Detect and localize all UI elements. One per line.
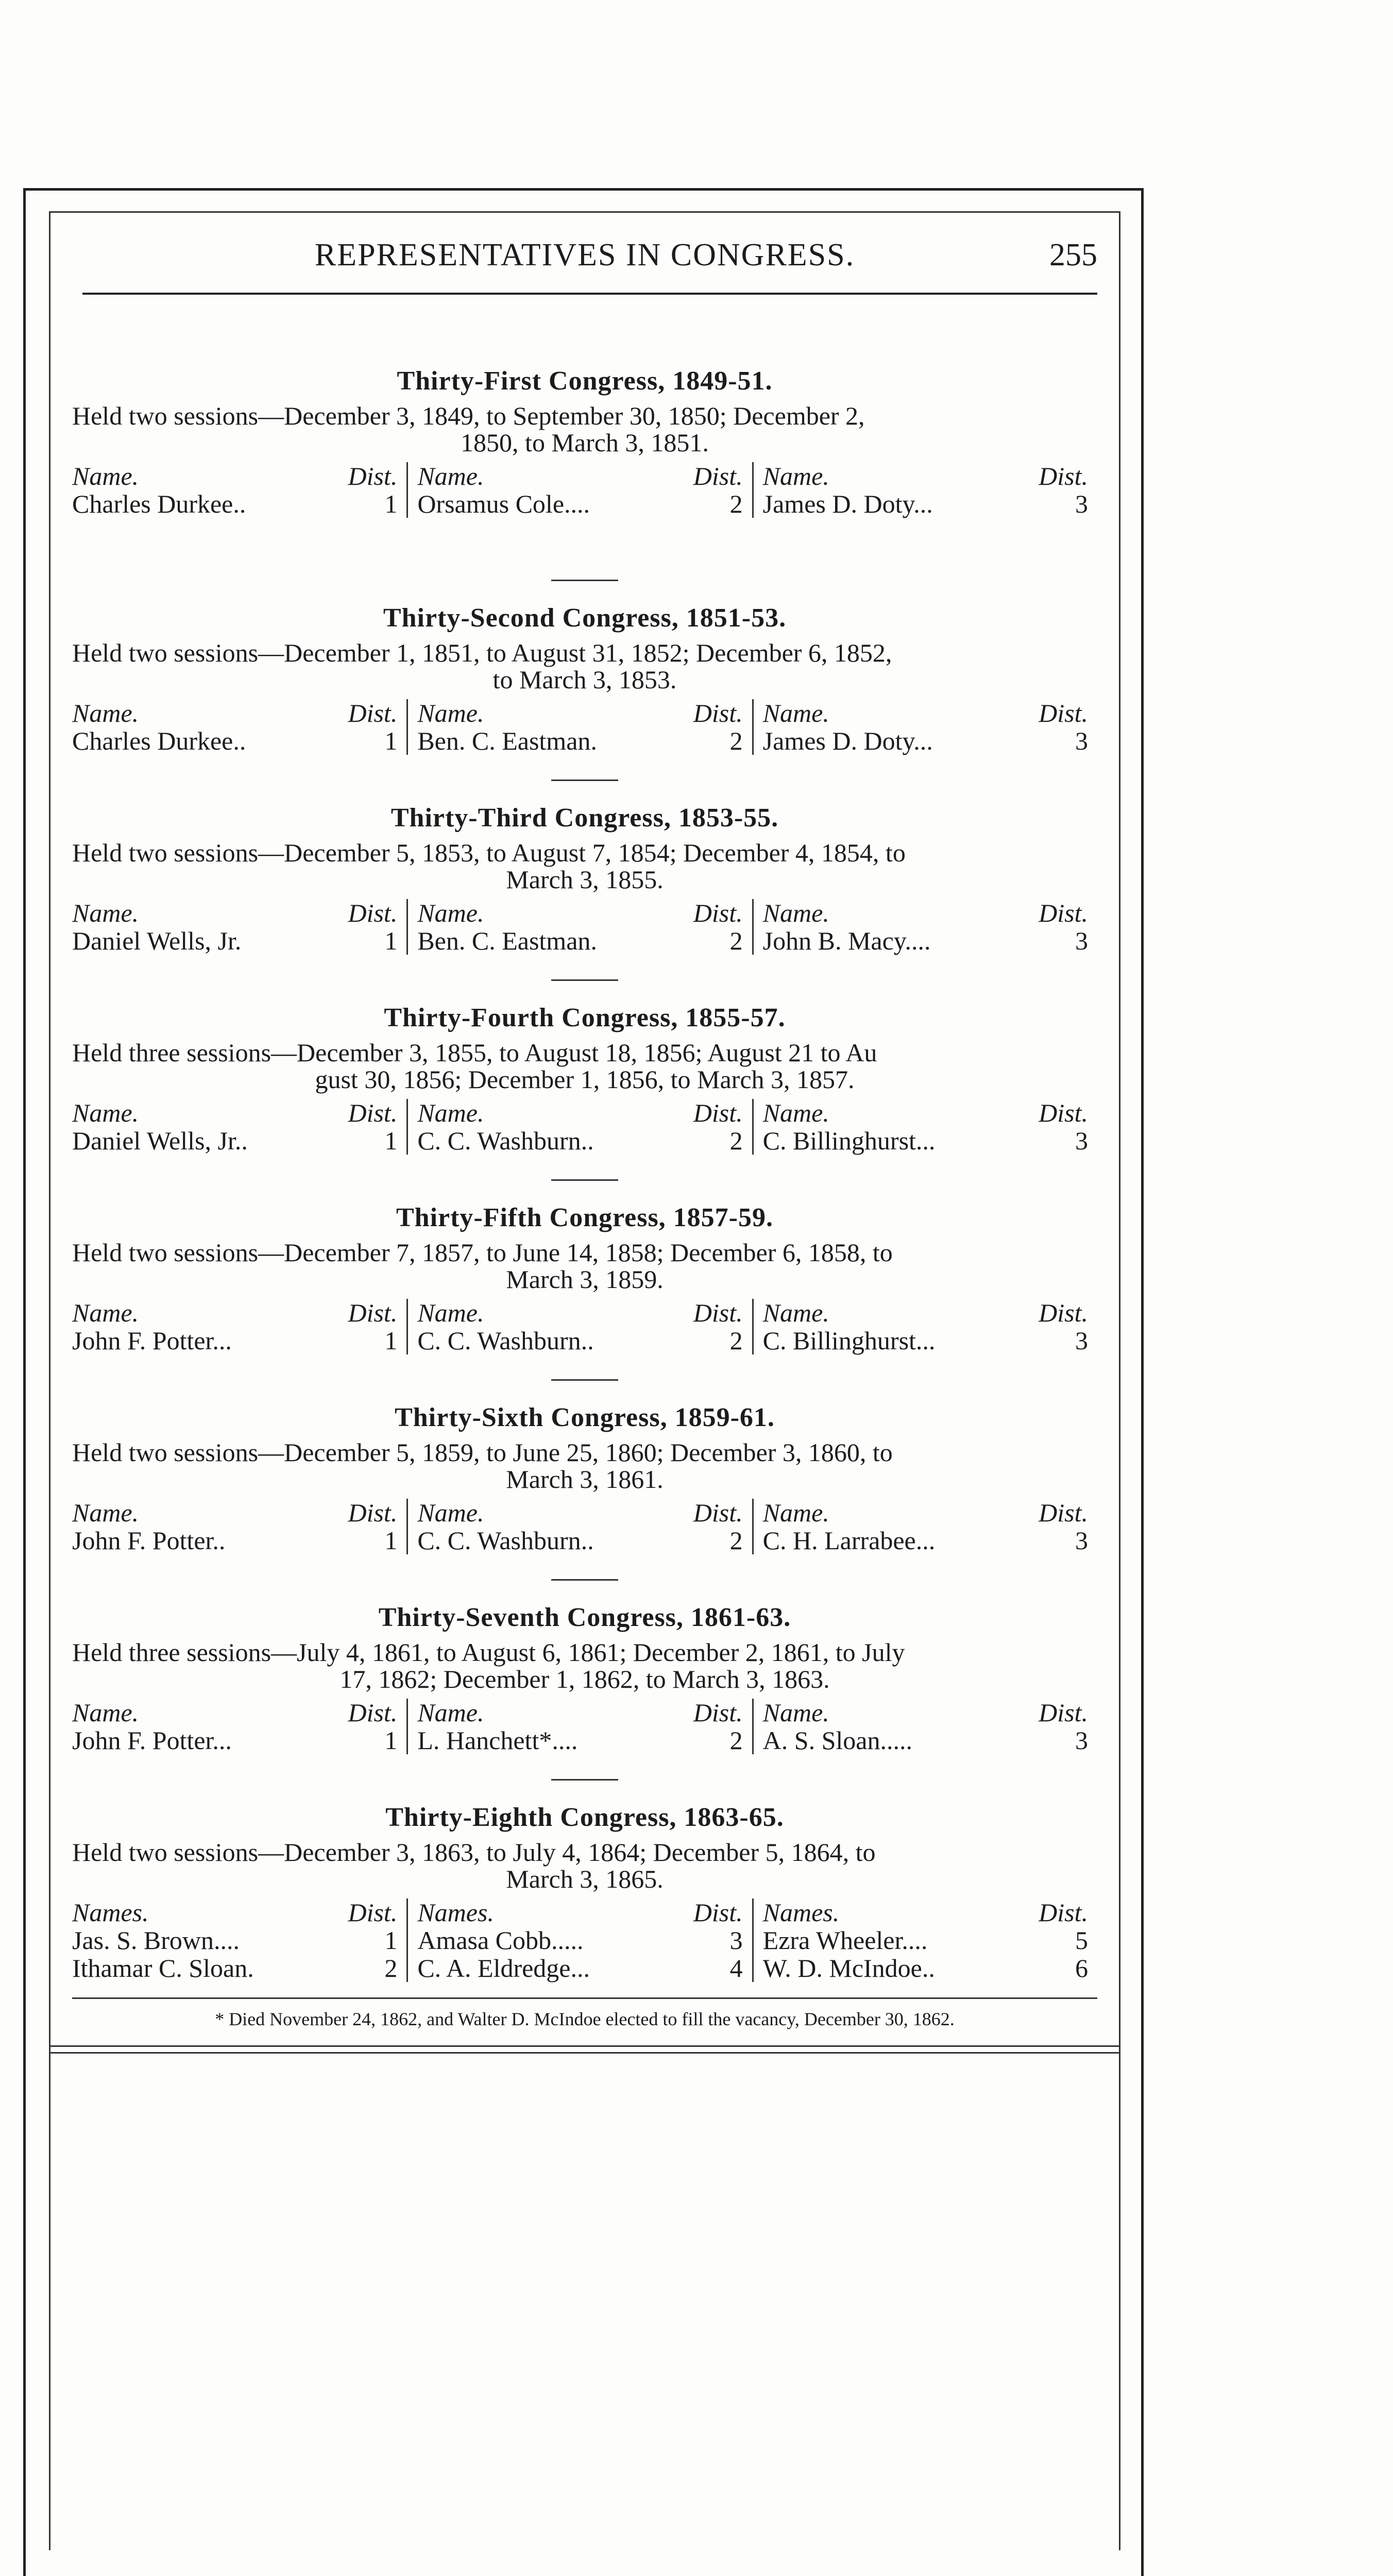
sessions-line: Held two sessions—December 7, 1857, to June 14, 1858; December 6, 1858, to xyxy=(72,1238,893,1267)
congress-section xyxy=(72,803,1097,955)
members-table xyxy=(72,1099,1097,1155)
member-column xyxy=(72,1699,406,1754)
member-row: James D. Doty... 3 xyxy=(762,489,1088,518)
member-column xyxy=(406,699,752,755)
member-row: Ithamar C. Sloan. 2 xyxy=(72,1954,398,1982)
column-header: Name. Dist. xyxy=(762,899,1088,927)
congress-title: Thirty-Second Congress, 1851-53. xyxy=(383,603,787,633)
sessions-line: Held two sessions—December 5, 1859, to June 25, 1860; December 3, 1860, to xyxy=(72,1438,893,1467)
header-rule xyxy=(82,293,1097,295)
column-header: Name. Dist. xyxy=(417,1098,743,1127)
column-header: Name. Dist. xyxy=(762,1098,1088,1127)
member-column xyxy=(72,1299,406,1354)
sessions-text xyxy=(72,1439,1097,1493)
member-column xyxy=(752,699,1097,755)
column-header: Name. Dist. xyxy=(72,699,398,727)
sessions-line: March 3, 1865. xyxy=(506,1865,664,1893)
member-row: Charles Durkee.. 1 xyxy=(72,489,398,518)
member-row: John F. Potter... 1 xyxy=(72,1726,398,1755)
section-divider xyxy=(551,580,618,581)
member-column xyxy=(406,1299,752,1354)
section-divider xyxy=(551,1179,618,1181)
sessions-line: March 3, 1859. xyxy=(506,1265,664,1294)
column-header: Name. Dist. xyxy=(762,1698,1088,1727)
sessions-text xyxy=(72,1239,1097,1293)
congress-section xyxy=(72,1802,1097,1982)
column-header: Name. Dist. xyxy=(72,1098,398,1127)
member-row: C. C. Washburn.. 2 xyxy=(417,1126,743,1155)
sessions-line: March 3, 1855. xyxy=(506,865,664,894)
column-header: Name. Dist. xyxy=(417,1298,743,1327)
sessions-line: Held two sessions—December 1, 1851, to August 31, 1852; December 6, 1852, xyxy=(72,638,892,667)
section-divider xyxy=(551,1779,618,1781)
member-row: W. D. McIndoe.. 6 xyxy=(762,1954,1088,1982)
section-divider xyxy=(551,779,618,781)
congress-title: Thirty-Sixth Congress, 1859-61. xyxy=(395,1403,775,1432)
column-header: Name. Dist. xyxy=(762,1498,1088,1527)
column-header: Name. Dist. xyxy=(72,1298,398,1327)
sessions-line: March 3, 1861. xyxy=(506,1465,664,1494)
member-column xyxy=(406,462,752,518)
column-header: Name. Dist. xyxy=(762,462,1088,490)
member-row: Daniel Wells, Jr. 1 xyxy=(72,926,398,955)
member-column xyxy=(72,1899,406,1982)
member-column xyxy=(406,1499,752,1554)
congress-title: Thirty-First Congress, 1849-51. xyxy=(397,366,773,396)
member-column xyxy=(752,1299,1097,1354)
member-column xyxy=(72,1099,406,1155)
members-table xyxy=(72,899,1097,955)
sessions-line: 17, 1862; December 1, 1862, to March 3, 1863. xyxy=(339,1665,830,1693)
members-table xyxy=(72,462,1097,518)
member-column xyxy=(72,699,406,755)
member-row: John F. Potter.. 1 xyxy=(72,1526,398,1555)
member-row: A. S. Sloan..... 3 xyxy=(762,1726,1088,1755)
sessions-text xyxy=(72,639,1097,693)
sessions-text xyxy=(72,402,1097,456)
footnote: * Died November 24, 1862, and Walter D. McIndoe elected to fill the vacancy, December 30, 1862. xyxy=(215,2009,955,2029)
member-row: Amasa Cobb..... 3 xyxy=(417,1926,743,1955)
member-column xyxy=(752,1899,1097,1982)
member-row: C. C. Washburn.. 2 xyxy=(417,1326,743,1355)
member-row: Charles Durkee.. 1 xyxy=(72,726,398,755)
member-column xyxy=(752,1499,1097,1554)
member-row: Orsamus Cole.... 2 xyxy=(417,489,743,518)
members-table xyxy=(72,1699,1097,1754)
sessions-line: Held three sessions—December 3, 1855, to August 18, 1856; August 21 to Au xyxy=(72,1038,877,1067)
members-table xyxy=(72,1899,1097,1982)
sessions-text xyxy=(72,1039,1097,1093)
members-table xyxy=(72,1499,1097,1554)
column-header: Names. Dist. xyxy=(762,1898,1088,1927)
member-row: Jas. S. Brown.... 1 xyxy=(72,1926,398,1955)
congress-section xyxy=(72,1202,1097,1354)
member-row: L. Hanchett*.... 2 xyxy=(417,1726,743,1755)
congress-section xyxy=(72,1003,1097,1155)
congress-title: Thirty-Third Congress, 1853-55. xyxy=(390,803,779,833)
column-header: Name. Dist. xyxy=(72,1498,398,1527)
member-column xyxy=(752,1699,1097,1754)
congress-title: Thirty-Fifth Congress, 1857-59. xyxy=(396,1203,773,1232)
congress-section xyxy=(72,366,1097,518)
sessions-line: Held two sessions—December 3, 1849, to September 30, 1850; December 2, xyxy=(72,401,865,430)
members-table xyxy=(72,1299,1097,1354)
congress-section xyxy=(72,603,1097,755)
sessions-text xyxy=(72,1639,1097,1692)
member-row: Ezra Wheeler.... 5 xyxy=(762,1926,1088,1955)
column-header: Name. Dist. xyxy=(417,462,743,490)
member-row: James D. Doty... 3 xyxy=(762,726,1088,755)
column-header: Name. Dist. xyxy=(762,699,1088,727)
sessions-line: to March 3, 1853. xyxy=(492,665,677,694)
page-content xyxy=(72,227,1097,2054)
member-column xyxy=(406,899,752,955)
congress-title: Thirty-Eighth Congress, 1863-65. xyxy=(385,1803,784,1832)
section-divider xyxy=(551,1579,618,1581)
congress-section xyxy=(72,1402,1097,1554)
member-row: C. A. Eldredge... 4 xyxy=(417,1954,743,1982)
column-header: Name. Dist. xyxy=(72,899,398,927)
column-header: Name. Dist. xyxy=(72,1698,398,1727)
member-row: John F. Potter... 1 xyxy=(72,1326,398,1355)
sessions-line: gust 30, 1856; December 1, 1856, to March 3, 1857. xyxy=(315,1065,855,1094)
column-header: Names. Dist. xyxy=(72,1898,398,1927)
page-number: 255 xyxy=(1049,238,1097,273)
member-row: C. H. Larrabee... 3 xyxy=(762,1526,1088,1555)
member-column xyxy=(406,1099,752,1155)
member-row: Ben. C. Eastman. 2 xyxy=(417,926,743,955)
member-column xyxy=(752,462,1097,518)
member-row: Daniel Wells, Jr.. 1 xyxy=(72,1126,398,1155)
congress-section xyxy=(72,1602,1097,1754)
member-column xyxy=(752,899,1097,955)
running-title: REPRESENTATIVES IN CONGRESS. xyxy=(314,238,855,273)
member-row: John B. Macy.... 3 xyxy=(762,926,1088,955)
member-row: Ben. C. Eastman. 2 xyxy=(417,726,743,755)
congress-title: Thirty-Seventh Congress, 1861-63. xyxy=(378,1603,791,1632)
member-column xyxy=(72,899,406,955)
sessions-text xyxy=(72,1839,1097,1892)
member-column xyxy=(752,1099,1097,1155)
column-header: Name. Dist. xyxy=(417,699,743,727)
column-header: Name. Dist. xyxy=(762,1298,1088,1327)
member-row: C. Billinghurst... 3 xyxy=(762,1126,1088,1155)
congress-title: Thirty-Fourth Congress, 1855-57. xyxy=(384,1003,786,1032)
sessions-line: Held two sessions—December 3, 1863, to July 4, 1864; December 5, 1864, to xyxy=(72,1838,876,1867)
bottom-border xyxy=(49,2045,1120,2054)
column-header: Name. Dist. xyxy=(417,1698,743,1727)
member-column xyxy=(406,1899,752,1982)
member-column xyxy=(72,462,406,518)
sessions-line: 1850, to March 3, 1851. xyxy=(461,428,709,457)
page-header xyxy=(72,227,1097,289)
sessions-text xyxy=(72,839,1097,893)
footnote-rule xyxy=(72,1997,1097,1999)
member-row: C. C. Washburn.. 2 xyxy=(417,1526,743,1555)
sessions-line: Held two sessions—December 5, 1853, to August 7, 1854; December 4, 1854, to xyxy=(72,838,906,867)
member-row: C. Billinghurst... 3 xyxy=(762,1326,1088,1355)
column-header: Name. Dist. xyxy=(72,462,398,490)
column-header: Name. Dist. xyxy=(417,1498,743,1527)
section-divider xyxy=(551,979,618,981)
column-header: Names. Dist. xyxy=(417,1898,743,1927)
member-column xyxy=(72,1499,406,1554)
section-divider xyxy=(551,1379,618,1381)
members-table xyxy=(72,699,1097,755)
member-column xyxy=(406,1699,752,1754)
sessions-line: Held three sessions—July 4, 1861, to August 6, 1861; December 2, 1861, to July xyxy=(72,1638,905,1667)
column-header: Name. Dist. xyxy=(417,899,743,927)
